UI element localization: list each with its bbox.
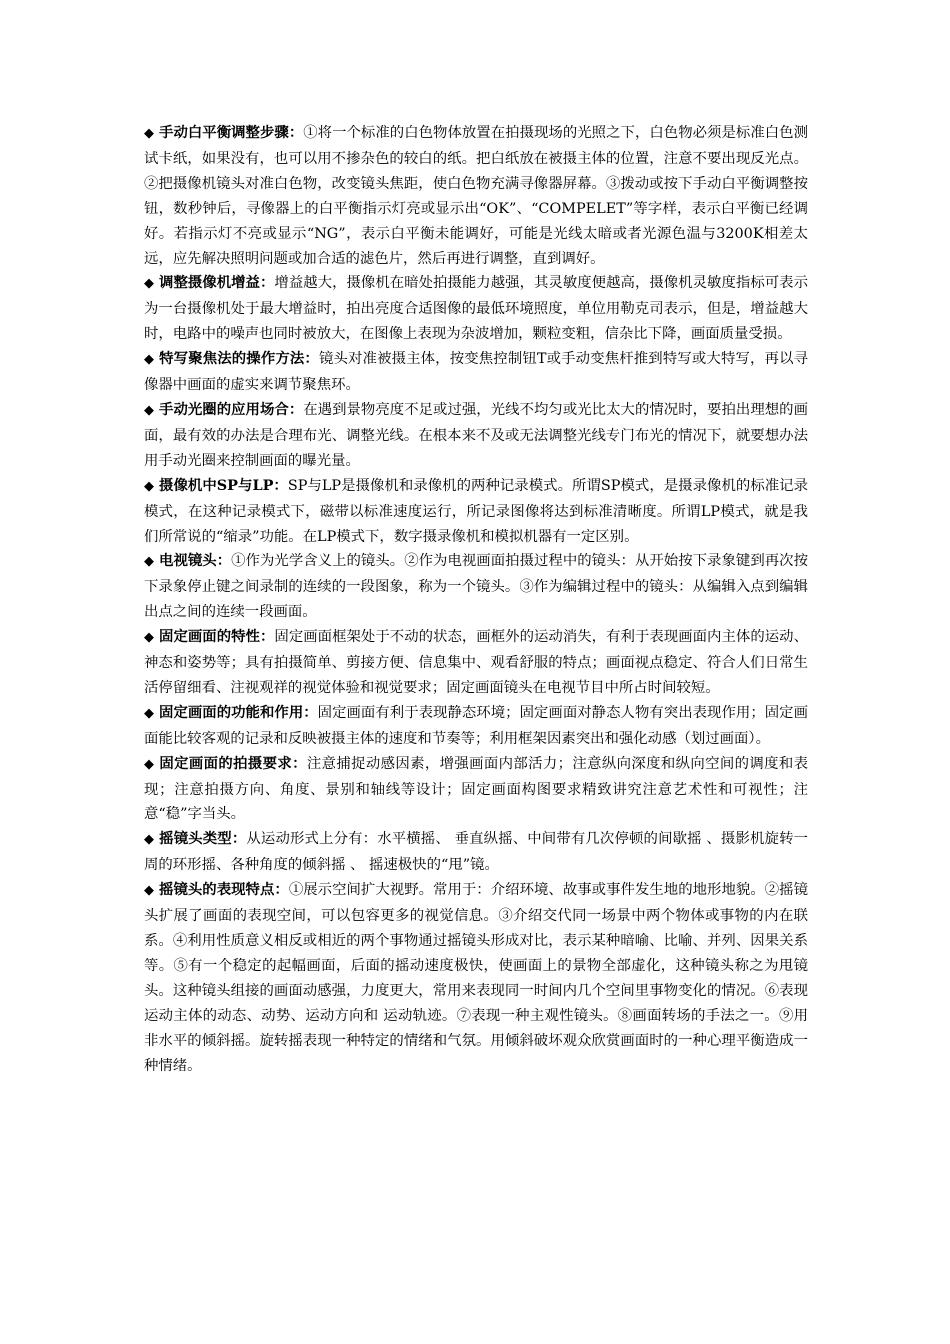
paragraph-body: SP与LP是摄像机和录像机的两种记录模式。所谓SP模式，是摄录像机的标准记录模式，在这种记录模式下，磁带以标准速度运行，所记录图像将达到标准清晰度。所谓LP模式，就是我们所常说的“缩录”功能。在LP模式下，数字摄录像机和模拟机器有一定区别。 xyxy=(144,477,809,545)
term-heading: 固定画面的功能和作用： xyxy=(159,703,318,721)
term-heading: 摄像机中SP与LP： xyxy=(159,476,288,494)
paragraph-tv-shot xyxy=(144,549,808,625)
paragraph-fixed-shot-traits xyxy=(144,625,808,701)
paragraph-gain xyxy=(144,271,808,347)
diamond-bullet-icon: ◆ xyxy=(144,126,155,141)
diamond-bullet-icon: ◆ xyxy=(144,705,155,721)
diamond-bullet-icon: ◆ xyxy=(144,554,155,570)
diamond-bullet-icon: ◆ xyxy=(144,478,155,494)
paragraph-body: 增益越大，摄像机在暗处拍摄能力越强，其灵敏度便越高，摄像机灵敏度指标可表示为一台摄像机处于最大增益时，拍出亮度合适图像的最低环境照度，单位用勒克司表示，但是，增益越大时，电路中的噪声也同时被放大，在图像上表现为杂波增加，颗粒变粗，信杂比下降，画面质量受损。 xyxy=(144,275,808,343)
term-heading: 固定画面的拍摄要求： xyxy=(159,754,307,772)
diamond-bullet-icon: ◆ xyxy=(144,276,155,292)
term-heading: 特写聚焦法的操作方法： xyxy=(159,350,319,368)
paragraph-body: ①作为光学含义上的镜头。②作为电视画面拍摄过程中的镜头：从开始按下录象键到再次按下录象停止键之间录制的连续的一段图象，称为一个镜头。③作为编辑过程中的镜头：从编辑入点到编辑出点之间的连续一段画面。 xyxy=(144,553,808,621)
term-heading: 摇镜头的表现特点： xyxy=(159,881,289,899)
paragraph-close-up-focus xyxy=(144,347,808,398)
paragraph-body: 从运动形式上分有：水平横摇、 垂直纵摇、中间带有几次停顿的间歇摇 、摄影机旋转一周的环形摇、各种角度的倾斜摇 、 摇速极快的“甩”镜。 xyxy=(144,831,809,874)
paragraph-body: 固定画面有利于表现静态环境；固定画面对静态人物有突出表现作用；固定画面能比较客观的记录和反映被摄主体的速度和节奏等；利用框架因素突出和强化动感（划过画面）。 xyxy=(144,704,808,747)
paragraph-pan-types xyxy=(144,827,808,878)
paragraph-white-balance xyxy=(144,121,808,271)
diamond-bullet-icon: ◆ xyxy=(144,630,155,646)
diamond-bullet-icon: ◆ xyxy=(144,832,155,848)
document-page xyxy=(144,121,808,1078)
term-heading: 电视镜头： xyxy=(159,552,232,570)
paragraph-body: ①展示空间扩大视野。常用于：介绍环境、故事或事件发生地的地形地貌。②摇镜头扩展了画面的表现空间，可以包容更多的视觉信息。③介绍交代同一场景中两个物体或事物的内在联系。④利用性质意义相反或相近的两个事物通过摇镜头形成对比，表示某种暗喻、比喻、并列、因果关系等。⑤有一个稳定的起幅画面，后面的摇动速度极快，使画面上的景物全部虚化，这种镜头称之为甩镜头。这种镜头组接的画面动感强，力度更大，常用来表现同一时间内几个空间里事物变化的情况。⑥表现运动主体的动态、动势、运动方向和 运动轨迹。⑦表现一种主观性镜头。⑧画面转场的手法之一。⑨用非水平的倾斜摇。旋转摇表现一种特定的情绪和气氛。用倾斜破坏观众欣赏画面时的一种心理平衡造成一种情绪。 xyxy=(144,882,808,1074)
paragraph-sp-lp xyxy=(144,474,808,550)
diamond-bullet-icon: ◆ xyxy=(144,352,155,368)
term-heading: 调整摄像机增益： xyxy=(159,274,275,292)
paragraph-pan-features xyxy=(144,878,808,1078)
diamond-bullet-icon: ◆ xyxy=(144,402,155,418)
paragraph-manual-iris xyxy=(144,398,808,474)
paragraph-body: 镜头对准被摄主体，按变焦控制钮T或手动变焦杆推到特写或大特写，再以寻像器中画面的虚实来调节聚焦环。 xyxy=(144,351,808,394)
paragraph-body: ①将一个标准的白色物体放置在拍摄现场的光照之下，白色物必须是标准白色测试卡纸，如果没有，也可以用不掺杂色的较白的纸。把白纸放在被摄主体的位置，注意不要出现反光点。②把摄像机镜头对准白色物，改变镜头焦距，使白色物充满寻像器屏幕。③拨动或按下手动白平衡调整按钮，数秒钟后，寻像器上的白平衡指示灯亮或显示出“OK”、“COMPELET”等字样，表示白平衡已经调好。若指示灯不亮或显示“NG”，表示白平衡未能调好，可能是光线太暗或者光源色温与3200K相差太远，应先解决照明问题或加合适的滤色片，然后再进行调整，直到调好。 xyxy=(144,125,808,267)
term-heading: 固定画面的特性： xyxy=(159,628,275,646)
paragraph-fixed-shot-requirements xyxy=(144,752,808,828)
paragraph-body: 固定画面框架处于不动的状态，画框外的运动消失，有利于表现画面内主体的运动、神态和姿势等；具有拍摄简单、剪接方便、信息集中、观看舒服的特点；画面视点稳定、符合人们日常生活停留细看、注视观祥的视觉体验和视觉要求；固定画面镜头在电视节目中所占时间较短。 xyxy=(144,629,808,696)
term-heading: 手动白平衡调整步骤： xyxy=(159,124,304,141)
diamond-bullet-icon: ◆ xyxy=(144,883,155,899)
paragraph-fixed-shot-functions xyxy=(144,701,808,752)
term-heading: 手动光圈的应用场合： xyxy=(159,400,304,418)
diamond-bullet-icon: ◆ xyxy=(144,756,155,772)
paragraph-body: 在遇到景物亮度不足或过强，光线不均匀或光比太大的情况时，要拍出理想的画面，最有效的办法是合理布光、调整光线。在根本来不及或无法调整光线专门布光的情况下，就要想办法用手动光圈来控制画面的曝光量。 xyxy=(144,401,808,469)
paragraph-body: 注意捕捉动感因素，增强画面内部活力；注意纵向深度和纵向空间的调度和表现；注意拍摄方向、角度、景别和轴线等设计；固定画面构图要求精致讲究注意艺术性和可视性；注意“稳”字当头。 xyxy=(144,755,808,823)
term-heading: 摇镜头类型： xyxy=(159,830,247,848)
